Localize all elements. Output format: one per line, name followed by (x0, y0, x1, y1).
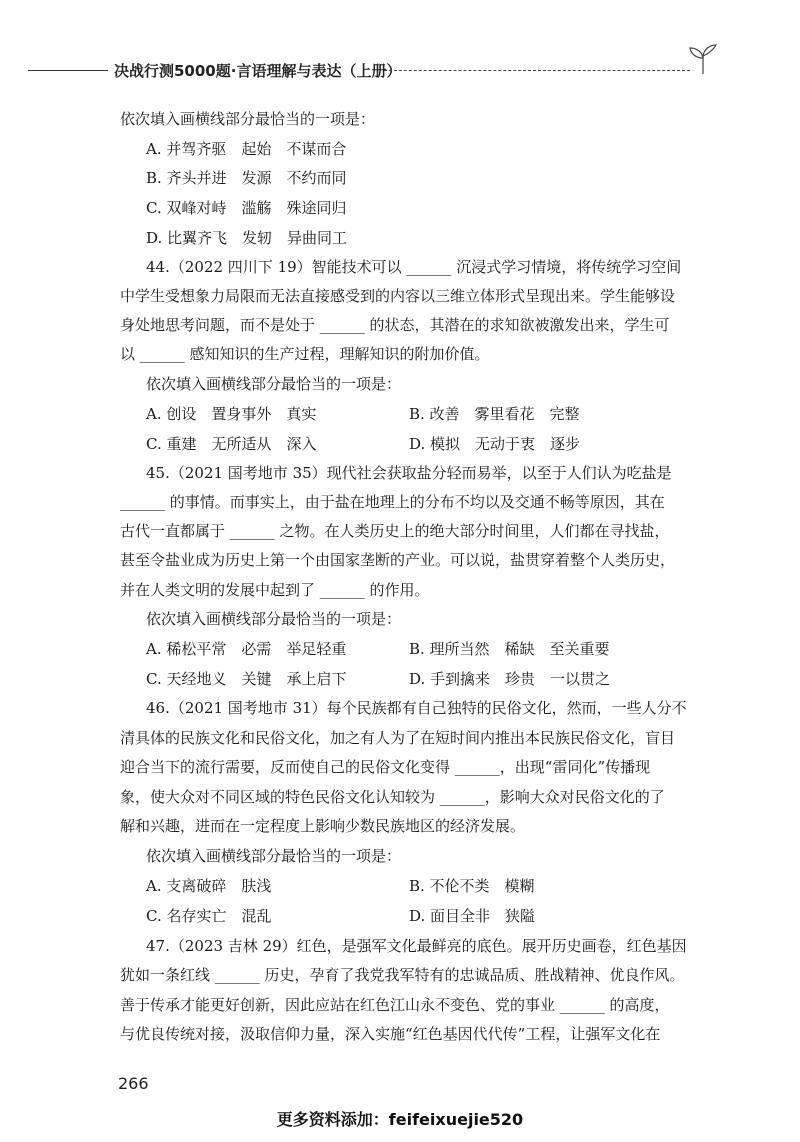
question-prompt: 依次填入画横线部分最恰当的一项是： (120, 110, 376, 128)
q44-line-1: 44.（2022 四川下 19）智能技术可以 ______ 沉浸式学习情境，将传统学习空间 (146, 258, 682, 276)
page-number: 266 (118, 1074, 149, 1093)
running-header (0, 60, 800, 84)
option-row (146, 876, 706, 896)
option-row (146, 404, 706, 424)
q45-line-1: 45.（2021 国考地市 35）现代社会获取盐分轻而易举，以至于人们认为吃盐是 (146, 464, 672, 482)
q46-line-5: 解和兴趣，进而在一定程度上影响少数民族地区的经济发展。 (120, 817, 526, 835)
option-c: C. 重建 无所适从 深入 (146, 435, 317, 453)
option-b: B. 不伦不类 模糊 (409, 877, 535, 895)
option-c: C. 双峰对峙 滥觞 殊途同归 (146, 199, 347, 217)
option-d: D. 手到擒来 珍贵 一以贯之 (409, 670, 611, 688)
option-d: D. 模拟 无动于衷 逐步 (409, 435, 581, 453)
q46-line-4: 象，使大众对不同区域的特色民俗文化认知较为 ______，影响大众对民俗文化的了 (120, 788, 665, 806)
option-b: B. 齐头并进 发源 不约而同 (146, 169, 347, 187)
q44-line-2: 中学生受想象力局限而无法直接感受到的内容以三维立体形式呈现出来。学生能够设 (120, 287, 676, 305)
q45-line-3: 古代一直都属于 ______ 之物。在人类历史上的绝大部分时间里，人们都在寻找盐， (120, 522, 670, 540)
option-a: A. 创设 置身事外 真实 (146, 405, 317, 423)
option-a: A. 并驾齐驱 起始 不谋而合 (146, 140, 347, 158)
book-title: 决战行测5000题·言语理解与表达（上册） (114, 62, 402, 80)
option-b: B. 改善 雾里看花 完整 (409, 405, 580, 423)
question-prompt: 依次填入画横线部分最恰当的一项是： (146, 847, 402, 865)
option-row (146, 639, 706, 659)
q45-line-5: 并在人类文明的发展中起到了 ______ 的作用。 (120, 581, 430, 599)
header-rule-left (28, 70, 108, 71)
option-a: A. 支离破碎 肤浅 (146, 877, 272, 895)
q47-line-4: 与优良传统对接，汲取信仰力量，深入实施“红色基因代代传”工程，让强军文化在 (120, 1025, 661, 1043)
q44-line-3: 身处地思考问题，而不是处于 ______ 的状态，其潜在的求知欲被激发出来，学生可 (120, 316, 670, 334)
option-d: D. 面目全非 狭隘 (409, 907, 536, 925)
option-a: A. 稀松平常 必需 举足轻重 (146, 640, 347, 658)
option-d: D. 比翼齐飞 发轫 异曲同工 (146, 229, 348, 247)
q46-line-2: 清具体的民族文化和民俗文化，加之有人为了在短时间内推出本民族民俗文化，盲目 (120, 729, 676, 747)
q44-line-4: 以 ______ 感知知识的生产过程，理解知识的附加价值。 (120, 345, 490, 363)
option-row (146, 906, 706, 926)
question-prompt: 依次填入画横线部分最恰当的一项是： (146, 610, 402, 628)
q46-line-1: 46.（2021 国考地市 31）每个民族都有自己独特的民俗文化，然而，一些人分不 (146, 699, 687, 717)
sprout-icon (686, 42, 720, 76)
footer-note: 更多资料添加：feifeixuejie520 (276, 1110, 524, 1129)
q47-line-1: 47.（2023 吉林 29）红色，是强军文化最鲜亮的底色。展开历史画卷，红色基因 (146, 937, 687, 955)
q47-line-2: 犹如一条红线 ______ 历史，孕育了我党我军特有的忠诚品质、胜战精神、优良作风。 (120, 966, 685, 984)
header-rule-right (384, 70, 690, 71)
q45-line-4: 甚至令盐业成为历史上第一个由国家垄断的产业。可以说，盐贯穿着整个人类历史， (120, 551, 676, 569)
option-c: C. 名存实亡 混乱 (146, 907, 272, 925)
option-row (146, 669, 706, 689)
option-c: C. 天经地义 关键 承上启下 (146, 670, 347, 688)
question-prompt: 依次填入画横线部分最恰当的一项是： (146, 375, 402, 393)
option-b: B. 理所当然 稀缺 至关重要 (409, 640, 610, 658)
option-row (146, 434, 706, 454)
q45-line-2: ______ 的事情。而事实上，由于盐在地理上的分布不均以及交通不畅等原因，其在 (120, 493, 665, 511)
q47-line-3: 善于传承才能更好创新，因此应站在红色江山永不变色、党的事业 ______ 的高度， (120, 996, 670, 1014)
q46-line-3: 迎合当下的流行需要，反而使自己的民俗文化变得 ______，出现“雷同化”传播现 (120, 758, 651, 776)
